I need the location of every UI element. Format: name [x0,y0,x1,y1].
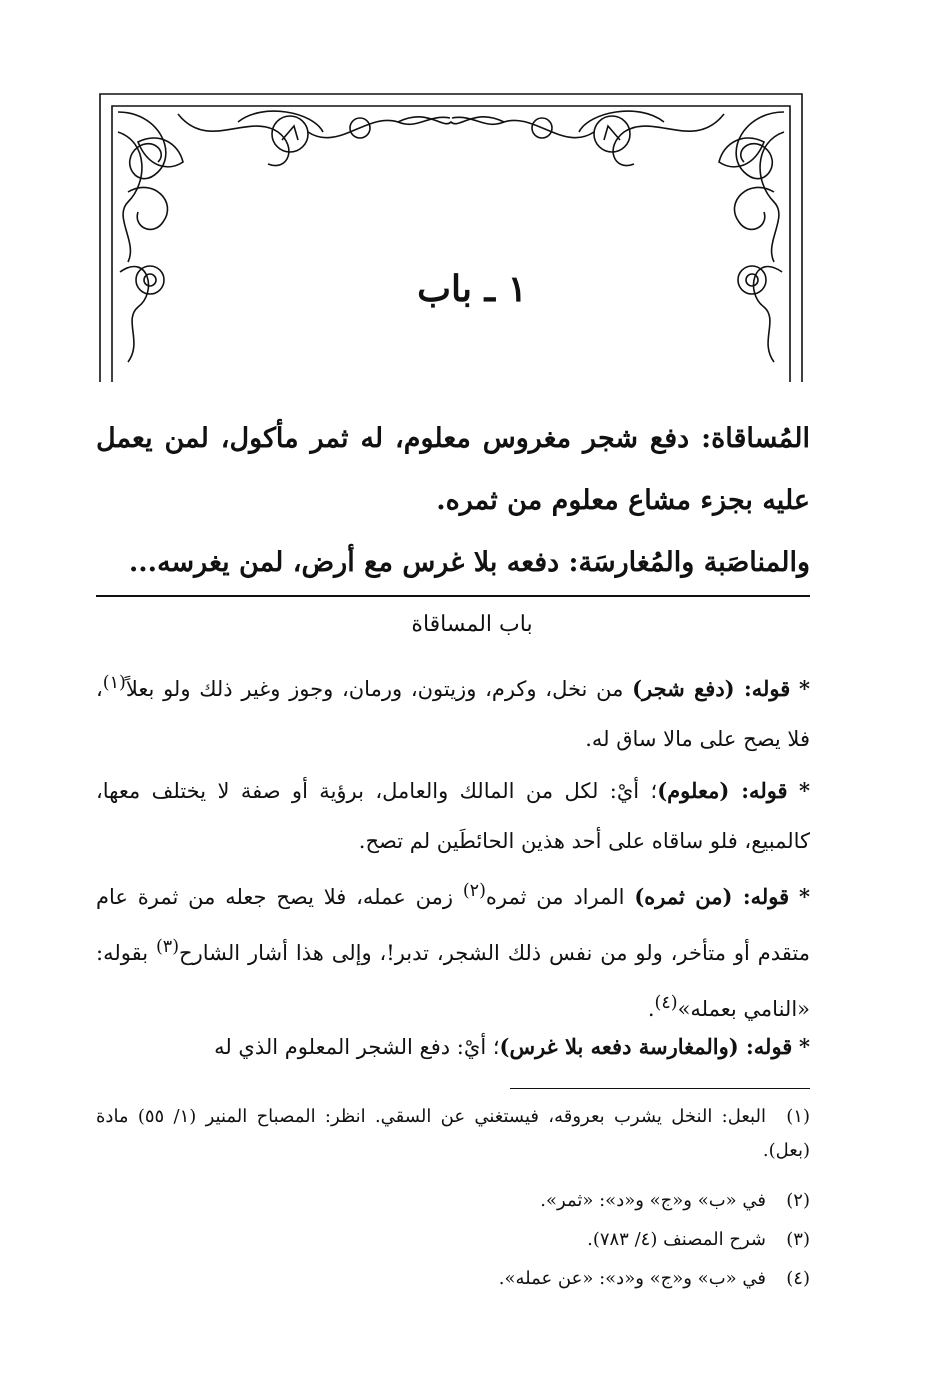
sharh-text: ، فلا يصح على مالا ساق له. [96,677,810,751]
sharh-paragraph-1 [96,658,810,764]
sharh-text: بقوله: «النامي بعمله» [96,941,810,1021]
footnote-number: (٣) [786,1229,810,1250]
sharh-text: من نخل، وكرم، وزيتون، ورمان، وجوز وغير ذلك ولو بعلاً [125,677,633,701]
chapter-title: ١ ـ باب [417,268,527,310]
footnote-3 [96,1223,810,1257]
footnote-text: في «ب» و«ج» و«د»: «ثمر». [540,1190,766,1211]
sharh-text: . [647,997,655,1021]
footnote-number: (١) [786,1106,810,1127]
star-marker: * [799,676,810,701]
footnote-ref: (١) [102,673,126,693]
footnote-text: في «ب» و«ج» و«د»: «عن عمله». [498,1268,766,1289]
ornamental-frame [98,92,804,382]
star-marker: * [799,1034,810,1059]
footnote-4 [96,1262,810,1296]
footnote-text: البعل: النخل يشرب بعروقه، فيستغني عن السقي. انظر: المصباح المنير (١/ ٥٥) مادة (بعل). [96,1106,810,1161]
sharh-paragraph-3 [96,866,810,1034]
section-heading: باب المساقاة [411,612,533,637]
footnote-2 [96,1184,810,1218]
sharh-paragraph-2 [96,766,810,866]
footnote-ref: (٣) [155,937,180,957]
sharh-paragraph-4 [96,1022,810,1072]
footnote-number: (٤) [786,1268,810,1289]
star-marker: * [799,778,810,803]
sharh-text: ؛ أيْ: لكل من المالك والعامل، برؤية أو صفة لا يختلف معها، كالمبيع، فلو ساقاه على أحد هذين الحائطَين لم تصح. [96,779,810,853]
footnote-text: شرح المصنف (٤/ ٧٨٣). [587,1229,766,1250]
sharh-lead: قوله: (معلوم) [657,778,788,803]
matn-paragraph-1: المُساقاة: دفع شجر مغروس معلوم، له ثمر مأكول، لمن يعمل عليه بجزء مشاع معلوم من ثمره. [96,423,810,516]
footnote-number: (٢) [786,1190,810,1211]
sharh-lead: قوله: (دفع شجر) [632,676,791,701]
matn-paragraph-2: والمناصَبة والمُغارسَة: دفعه بلا غرس مع أرض، لمن يغرسه... [128,547,810,578]
sharh-text: زمن عمله، فلا يصح جعله من ثمرة عام متقدم أو متأخر، ولو من نفس ذلك الشجر، تدبر!، وإلى هذا أشار الشارح [96,885,810,965]
ornament-border [98,92,804,382]
footnote-ref: (٢) [462,881,486,901]
star-marker: * [799,884,811,909]
matn-sharh-divider [96,595,810,597]
footnote-ref: (٤) [654,993,678,1013]
footnote-1 [96,1100,810,1168]
sharh-text: ؛ أيْ: دفع الشجر المعلوم الذي له [214,1035,500,1059]
sharh-text: المراد من ثمره [485,885,635,909]
sharh-lead: قوله: (من ثمره) [634,884,790,909]
sharh-lead: قوله: (والمغارسة دفعه بلا غرس) [499,1034,793,1059]
footnote-divider [510,1088,810,1089]
